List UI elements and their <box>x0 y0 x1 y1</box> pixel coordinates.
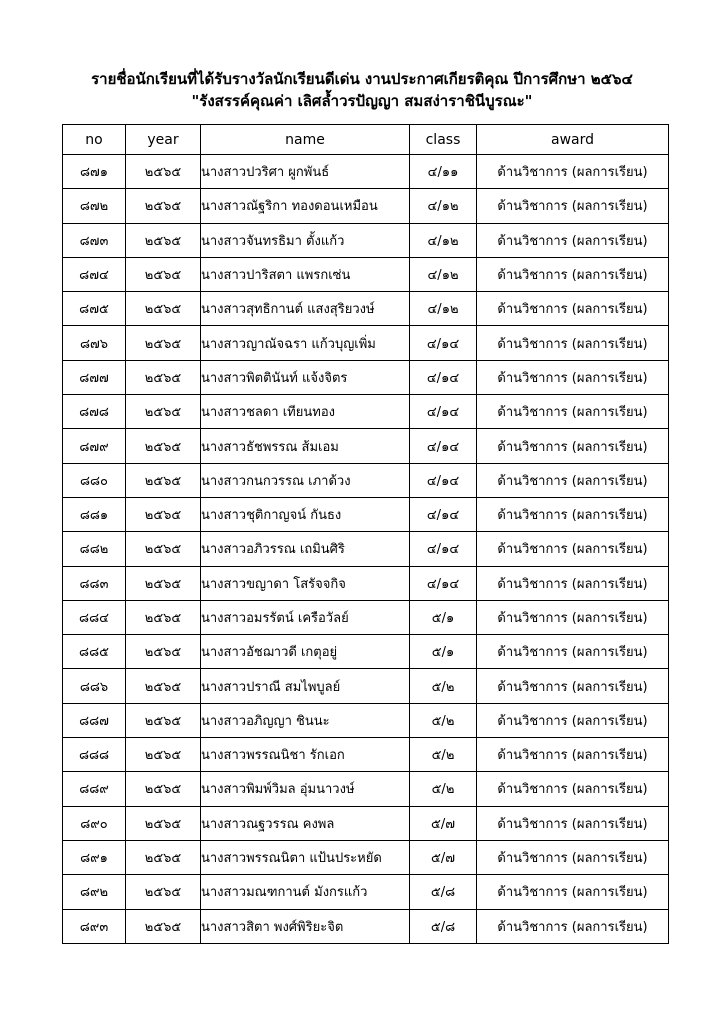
table-row <box>63 326 669 360</box>
table-row <box>63 703 669 737</box>
cell-class: ๕/๗ <box>410 840 477 874</box>
cell-no: ๘๘๓ <box>63 566 126 600</box>
cell-year: ๒๕๖๕ <box>126 738 201 772</box>
cell-year: ๒๕๖๕ <box>126 909 201 943</box>
cell-award: ด้านวิชาการ (ผลการเรียน) <box>477 155 669 189</box>
table-row <box>63 429 669 463</box>
table-row <box>63 395 669 429</box>
awards-table <box>62 124 669 944</box>
cell-no: ๘๙๐ <box>63 806 126 840</box>
cell-award: ด้านวิชาการ (ผลการเรียน) <box>477 463 669 497</box>
cell-class: ๕/๗ <box>410 806 477 840</box>
cell-award: ด้านวิชาการ (ผลการเรียน) <box>477 840 669 874</box>
cell-class: ๔/๑๔ <box>410 395 477 429</box>
cell-year: ๒๕๖๕ <box>126 703 201 737</box>
cell-class: ๔/๑๔ <box>410 497 477 531</box>
table-row <box>63 600 669 634</box>
table-body <box>63 155 669 944</box>
cell-award: ด้านวิชาการ (ผลการเรียน) <box>477 806 669 840</box>
cell-no: ๘๗๙ <box>63 429 126 463</box>
cell-name: นางสาวณัฐริกา ทองดอนเหมือน <box>201 189 410 223</box>
cell-year: ๒๕๖๕ <box>126 532 201 566</box>
cell-class: ๕/๒ <box>410 772 477 806</box>
table-row <box>63 189 669 223</box>
header-row <box>63 125 669 155</box>
cell-year: ๒๕๖๕ <box>126 566 201 600</box>
cell-award: ด้านวิชาการ (ผลการเรียน) <box>477 360 669 394</box>
cell-class: ๔/๑๔ <box>410 360 477 394</box>
cell-class: ๔/๑๔ <box>410 463 477 497</box>
table-row <box>63 566 669 600</box>
cell-name: นางสาวจันทรธิมา ตั้งแก้ว <box>201 223 410 257</box>
cell-no: ๘๗๑ <box>63 155 126 189</box>
cell-year: ๒๕๖๕ <box>126 326 201 360</box>
cell-award: ด้านวิชาการ (ผลการเรียน) <box>477 326 669 360</box>
cell-class: ๕/๘ <box>410 909 477 943</box>
column-header-award: award <box>477 125 669 155</box>
cell-award: ด้านวิชาการ (ผลการเรียน) <box>477 257 669 291</box>
cell-award: ด้านวิชาการ (ผลการเรียน) <box>477 189 669 223</box>
cell-no: ๘๗๗ <box>63 360 126 394</box>
table-row <box>63 532 669 566</box>
document-title: รายชื่อนักเรียนที่ได้รับรางวัลนักเรียนดีเด่น งานประกาศเกียรติคุณ ปีการศึกษา ๒๕๖๔ <box>91 70 633 88</box>
cell-class: ๕/๒ <box>410 703 477 737</box>
cell-year: ๒๕๖๕ <box>126 635 201 669</box>
cell-name: นางสาวกนกวรรณ เภาด้วง <box>201 463 410 497</box>
table-row <box>63 360 669 394</box>
cell-class: ๔/๑๔ <box>410 429 477 463</box>
cell-no: ๘๘๒ <box>63 532 126 566</box>
cell-no: ๘๗๖ <box>63 326 126 360</box>
cell-year: ๒๕๖๕ <box>126 875 201 909</box>
cell-no: ๘๙๒ <box>63 875 126 909</box>
cell-name: นางสาวอภิญญา ชินนะ <box>201 703 410 737</box>
cell-name: นางสาวพรรณนิตา แป้นประหยัด <box>201 840 410 874</box>
cell-year: ๒๕๖๕ <box>126 395 201 429</box>
document-subtitle: "รังสรรค์คุณค่า เลิศล้ำวรปัญญา สมสง่าราชินีบูรณะ" <box>191 92 533 110</box>
cell-year: ๒๕๖๕ <box>126 189 201 223</box>
cell-no: ๘๘๑ <box>63 497 126 531</box>
cell-award: ด้านวิชาการ (ผลการเรียน) <box>477 292 669 326</box>
cell-name: นางสาวญาณัจฉรา แก้วบุญเพิ่ม <box>201 326 410 360</box>
cell-class: ๕/๒ <box>410 738 477 772</box>
cell-name: นางสาวชุติกาญจน์ กันธง <box>201 497 410 531</box>
cell-year: ๒๕๖๕ <box>126 772 201 806</box>
column-header-no: no <box>63 125 126 155</box>
cell-year: ๒๕๖๕ <box>126 292 201 326</box>
cell-name: นางสาวธัชพรรณ ส้มเอม <box>201 429 410 463</box>
table-row <box>63 155 669 189</box>
cell-award: ด้านวิชาการ (ผลการเรียน) <box>477 429 669 463</box>
cell-no: ๘๘๘ <box>63 738 126 772</box>
cell-year: ๒๕๖๕ <box>126 429 201 463</box>
cell-award: ด้านวิชาการ (ผลการเรียน) <box>477 223 669 257</box>
cell-award: ด้านวิชาการ (ผลการเรียน) <box>477 738 669 772</box>
cell-no: ๘๗๒ <box>63 189 126 223</box>
cell-no: ๘๗๓ <box>63 223 126 257</box>
cell-name: นางสาวปาริสตา แพรกเซ่น <box>201 257 410 291</box>
cell-class: ๔/๑๒ <box>410 189 477 223</box>
table-row <box>63 635 669 669</box>
cell-class: ๔/๑๒ <box>410 257 477 291</box>
cell-name: นางสาวณฐวรรณ คงพล <box>201 806 410 840</box>
cell-name: นางสาวขญาดา โสรัจจกิจ <box>201 566 410 600</box>
table-row <box>63 738 669 772</box>
cell-no: ๘๗๕ <box>63 292 126 326</box>
cell-no: ๘๙๓ <box>63 909 126 943</box>
table-row <box>63 223 669 257</box>
table-row <box>63 806 669 840</box>
cell-name: นางสาวสิตา พงศ์พิริยะจิต <box>201 909 410 943</box>
table-row <box>63 463 669 497</box>
cell-class: ๕/๑ <box>410 600 477 634</box>
cell-no: ๘๘๗ <box>63 703 126 737</box>
cell-award: ด้านวิชาการ (ผลการเรียน) <box>477 772 669 806</box>
cell-no: ๘๘๙ <box>63 772 126 806</box>
cell-award: ด้านวิชาการ (ผลการเรียน) <box>477 635 669 669</box>
cell-name: นางสาวปราณี สมไพบูลย์ <box>201 669 410 703</box>
cell-name: นางสาวพรรณนิชา รักเอก <box>201 738 410 772</box>
cell-award: ด้านวิชาการ (ผลการเรียน) <box>477 909 669 943</box>
cell-year: ๒๕๖๕ <box>126 840 201 874</box>
table-row <box>63 669 669 703</box>
cell-year: ๒๕๖๕ <box>126 600 201 634</box>
cell-class: ๔/๑๔ <box>410 532 477 566</box>
cell-class: ๔/๑๒ <box>410 292 477 326</box>
cell-award: ด้านวิชาการ (ผลการเรียน) <box>477 875 669 909</box>
table-row <box>63 257 669 291</box>
cell-year: ๒๕๖๕ <box>126 669 201 703</box>
column-header-class: class <box>410 125 477 155</box>
cell-class: ๕/๑ <box>410 635 477 669</box>
cell-award: ด้านวิชาการ (ผลการเรียน) <box>477 669 669 703</box>
cell-award: ด้านวิชาการ (ผลการเรียน) <box>477 497 669 531</box>
cell-year: ๒๕๖๕ <box>126 806 201 840</box>
cell-award: ด้านวิชาการ (ผลการเรียน) <box>477 532 669 566</box>
document-header <box>0 68 724 112</box>
cell-no: ๘๘๔ <box>63 600 126 634</box>
table-row <box>63 840 669 874</box>
cell-name: นางสาวปวริศา ผูกพันธ์ <box>201 155 410 189</box>
cell-class: ๔/๑๑ <box>410 155 477 189</box>
cell-award: ด้านวิชาการ (ผลการเรียน) <box>477 566 669 600</box>
column-header-year: year <box>126 125 201 155</box>
cell-name: นางสาวมณฑกานต์ มังกรแก้ว <box>201 875 410 909</box>
cell-award: ด้านวิชาการ (ผลการเรียน) <box>477 703 669 737</box>
cell-year: ๒๕๖๕ <box>126 223 201 257</box>
table-row <box>63 875 669 909</box>
cell-name: นางสาวพิตตินันท์ แจ้งจิตร <box>201 360 410 394</box>
cell-no: ๘๗๘ <box>63 395 126 429</box>
cell-no: ๘๘๕ <box>63 635 126 669</box>
cell-class: ๔/๑๔ <box>410 326 477 360</box>
cell-no: ๘๘๖ <box>63 669 126 703</box>
table-row <box>63 292 669 326</box>
cell-name: นางสาวสุทธิกานต์ แสงสุริยวงษ์ <box>201 292 410 326</box>
column-header-name: name <box>201 125 410 155</box>
cell-year: ๒๕๖๕ <box>126 155 201 189</box>
cell-name: นางสาวอมรรัตน์ เครือวัลย์ <box>201 600 410 634</box>
cell-name: นางสาวอัชฌาวดี เกตุอยู่ <box>201 635 410 669</box>
cell-year: ๒๕๖๕ <box>126 257 201 291</box>
cell-class: ๕/๘ <box>410 875 477 909</box>
cell-no: ๘๗๔ <box>63 257 126 291</box>
cell-class: ๔/๑๒ <box>410 223 477 257</box>
cell-year: ๒๕๖๕ <box>126 463 201 497</box>
cell-class: ๕/๒ <box>410 669 477 703</box>
cell-year: ๒๕๖๕ <box>126 497 201 531</box>
table-row <box>63 497 669 531</box>
cell-award: ด้านวิชาการ (ผลการเรียน) <box>477 600 669 634</box>
table-row <box>63 772 669 806</box>
cell-name: นางสาวอภิวรรณ เถมินศิริ <box>201 532 410 566</box>
cell-name: นางสาวพิมพ์วิมล อุ่มนาวงษ์ <box>201 772 410 806</box>
cell-no: ๘๙๑ <box>63 840 126 874</box>
cell-award: ด้านวิชาการ (ผลการเรียน) <box>477 395 669 429</box>
cell-no: ๘๘๐ <box>63 463 126 497</box>
cell-class: ๔/๑๔ <box>410 566 477 600</box>
table-row <box>63 909 669 943</box>
cell-name: นางสาวชลดา เทียนทอง <box>201 395 410 429</box>
table-header <box>63 125 669 155</box>
cell-year: ๒๕๖๕ <box>126 360 201 394</box>
